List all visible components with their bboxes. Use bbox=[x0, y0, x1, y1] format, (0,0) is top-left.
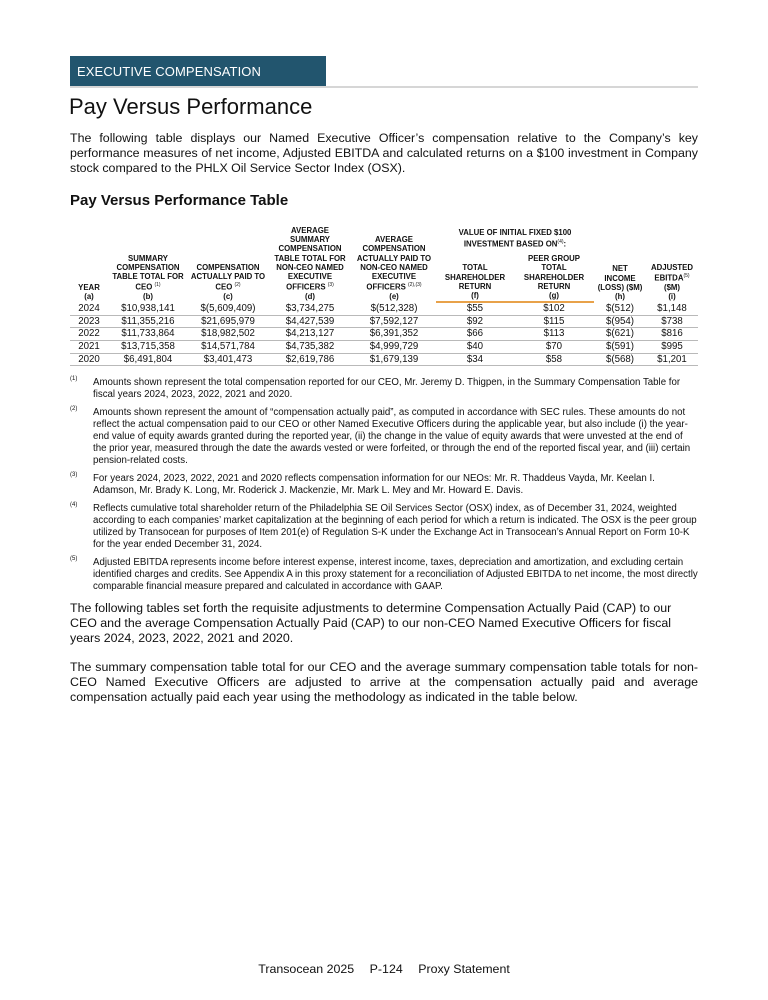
table-cell: $(621) bbox=[594, 328, 646, 341]
col-header-cap-ceo: COMPENSATION ACTUALLY PAID TO CEO $^{(2)}$ (c) bbox=[190, 262, 266, 302]
table-cell: 2020 bbox=[70, 353, 108, 366]
table-cell: $7,592,127 bbox=[352, 315, 436, 328]
footnotes bbox=[70, 377, 698, 599]
table-cell: 2021 bbox=[70, 341, 108, 354]
footnote-3: (3) For years 2024, 2023, 2022, 2021 and 2020 reflects compensation information for our NEOs: Mr. R. Thaddeus Vayda, Mr. Keelan I. Adamson, Mr. Brady K. Long, Mr. Roderick J. Mackenzie, Mr. Mark L. Mey and Mr. Howard E. Davis. bbox=[70, 472, 655, 497]
table-cell: 2023 bbox=[70, 315, 108, 328]
table-row bbox=[70, 328, 698, 341]
table-cell: $113 bbox=[514, 328, 594, 341]
table-cell: $995 bbox=[646, 341, 698, 354]
col-header-adjusted-ebitda: ADJUSTED EBITDA$^{(5)}$ ($M) (i) bbox=[650, 262, 694, 302]
table-row bbox=[70, 315, 698, 328]
table-cell: $102 bbox=[514, 302, 594, 315]
footnote-5: (5) Adjusted EBITDA represents income before interest expense, interest income, taxes, depreciation and amortization, and excluding certain identified charges and credits. See Appendix A in this proxy statement for a reconciliation of Adjusted EBITDA to net income, the most directly comparable financial measure prepared and calculated in accordance with GAAP. bbox=[70, 556, 698, 593]
table-cell: $(591) bbox=[594, 341, 646, 354]
table-cell: $(568) bbox=[594, 353, 646, 366]
table-cell: $92 bbox=[436, 315, 514, 328]
table-row bbox=[70, 302, 698, 315]
table-title: Pay Versus Performance Table bbox=[70, 192, 289, 209]
col-group-header-investment: VALUE OF INITIAL FIXED $100 INVESTMENT BASED ON$^{(4)}$: bbox=[458, 228, 572, 249]
col-header-avg-sct-neo: AVERAGE SUMMARY COMPENSATION TABLE TOTAL FOR NON-CEO NAMED EXECUTIVE OFFICERS $^{(3)}$ (d) bbox=[274, 226, 346, 302]
table-cell: $70 bbox=[514, 341, 594, 354]
methodology-paragraph: The summary compensation table total for our CEO and the average summary compensation table totals for non-CEO Named Executive Officers are adjusted to arrive at the compensation actually paid and average compensation actually paid each year using the methodology as indicated in the table below. bbox=[70, 660, 698, 704]
footer-document: Proxy Statement bbox=[418, 962, 510, 976]
table-cell: $11,355,216 bbox=[108, 315, 188, 328]
footer-company: Transocean 2025 bbox=[258, 962, 355, 976]
col-header-sct-ceo: SUMMARY COMPENSATION TABLE TOTAL FOR CEO $^{(1)}$ (b) bbox=[112, 253, 184, 302]
table-cell: $14,571,784 bbox=[188, 341, 268, 354]
footnote-1: (1) Amounts shown represent the total compensation reported for our CEO, Mr. Jeremy D. Thigpen, in the Summary Compensation Table for fiscal years 2024, 2023, 2022, 2021 and 2020. bbox=[70, 376, 681, 400]
table-cell: $6,391,352 bbox=[352, 328, 436, 341]
footnote-4: (4) Reflects cumulative total shareholder return of the Philadelphia SE Oil Services Sector (OSX) index, as of December 31, 2024, weighted according to each companies’ market capitalization at the beginning of each period for which a return is indicated. The OSX is the peer group utilized by Transocean for purposes of Item 201(e) of Regulation S-K under the Exchange Act in Transocean’s Annual Report on Form 10-K for the year ended December 31, 2024. bbox=[70, 502, 697, 551]
table-cell: $10,938,141 bbox=[108, 302, 188, 315]
table-cell: 2024 bbox=[70, 302, 108, 315]
intro-paragraph: The following table displays our Named Executive Officer’s compensation relative to the Company’s key performance measures of net income, Adjusted EBITDA and calculated returns on a $100 investment in Company stock compared to the PHLX Oil Service Sector Index (OSX). bbox=[70, 131, 698, 175]
footer-page-number: P-124 bbox=[369, 962, 403, 976]
col-header-year: YEAR (a) bbox=[78, 282, 100, 302]
table-cell: $3,401,473 bbox=[188, 353, 268, 366]
page-footer bbox=[0, 962, 768, 976]
table-cell: $40 bbox=[436, 341, 514, 354]
table-cell: $66 bbox=[436, 328, 514, 341]
table-cell: $115 bbox=[514, 315, 594, 328]
table-cell: $21,695,979 bbox=[188, 315, 268, 328]
table-cell: $(5,609,409) bbox=[188, 302, 268, 315]
col-header-tsr: TOTAL SHAREHOLDER RETURN (f) bbox=[436, 248, 514, 302]
table-row bbox=[70, 341, 698, 354]
section-header-bar bbox=[70, 56, 326, 86]
pay-versus-performance-table bbox=[70, 226, 698, 366]
table-cell: $816 bbox=[646, 328, 698, 341]
table-cell: $4,427,539 bbox=[268, 315, 352, 328]
table-cell: $11,733,864 bbox=[108, 328, 188, 341]
page-title: Pay Versus Performance bbox=[69, 94, 313, 119]
table-cell: $58 bbox=[514, 353, 594, 366]
table-cell: $4,213,127 bbox=[268, 328, 352, 341]
table-cell: $4,999,729 bbox=[352, 341, 436, 354]
table-cell: $(512,328) bbox=[352, 302, 436, 315]
table-cell: $1,148 bbox=[646, 302, 698, 315]
table-cell: $1,679,139 bbox=[352, 353, 436, 366]
table-cell: $4,735,382 bbox=[268, 341, 352, 354]
table-cell: $13,715,358 bbox=[108, 341, 188, 354]
cap-adjustments-paragraph: The following tables set forth the requisite adjustments to determine Compensation Actually Paid (CAP) to our CEO and the average Compensation Actually Paid (CAP) to our non-CEO Named Executive Officers for fiscal years 2024, 2023, 2022, 2021 and 2020. bbox=[70, 601, 672, 645]
footnote-2: (2) Amounts shown represent the amount of “compensation actually paid”, as computed in accordance with SEC rules. These amounts do not reflect the actual compensation paid to our CEO or other Named Executive Officers during the applicable year, but also include (i) the year-end value of equity awards granted during the reported year, (ii) the change in the value of equity awards that were unvested at the end of the prior year, measured through the date the awards vested or were forfeited, or through the end of the reported fiscal year, and (iii) certain pension-related costs. bbox=[70, 406, 691, 466]
table-cell: $55 bbox=[436, 302, 514, 315]
table-cell: 2022 bbox=[70, 328, 108, 341]
col-header-avg-cap-neo: AVERAGE COMPENSATION ACTUALLY PAID TO NON-CEO NAMED EXECUTIVE OFFICERS $^{(2),(3)}$ (e) bbox=[356, 235, 432, 302]
table-cell: $2,619,786 bbox=[268, 353, 352, 366]
table-cell: $738 bbox=[646, 315, 698, 328]
table-cell: $(954) bbox=[594, 315, 646, 328]
col-header-peer-tsr: PEER GROUP TOTAL SHAREHOLDER RETURN (g) bbox=[514, 248, 594, 302]
table-cell: $6,491,804 bbox=[108, 353, 188, 366]
table-cell: $18,982,502 bbox=[188, 328, 268, 341]
section-label: EXECUTIVE COMPENSATION bbox=[77, 64, 261, 79]
table-cell: $34 bbox=[436, 353, 514, 366]
table-row bbox=[70, 353, 698, 366]
section-divider bbox=[70, 86, 698, 88]
table-cell: $3,734,275 bbox=[268, 302, 352, 315]
table-cell: $(512) bbox=[594, 302, 646, 315]
table-cell: $1,201 bbox=[646, 353, 698, 366]
col-header-net-income: NET INCOME (LOSS) ($M) (h) bbox=[597, 264, 643, 302]
